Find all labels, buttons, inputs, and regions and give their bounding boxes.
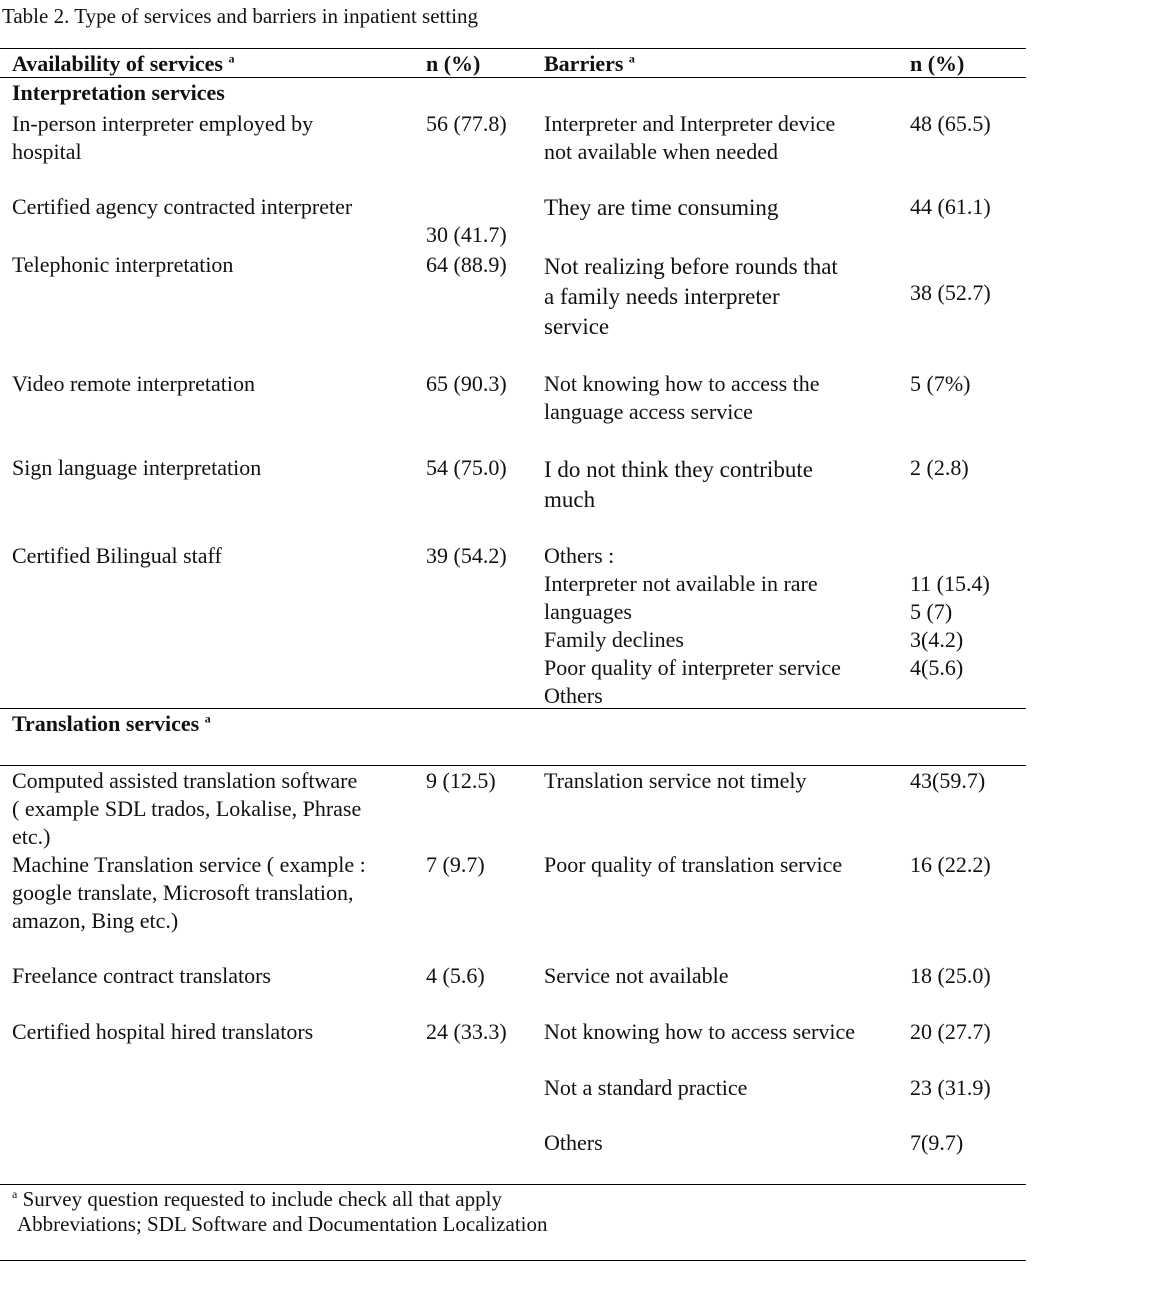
barrier-cell: Others xyxy=(544,1130,603,1155)
barrier-n-cell: 5 (7%) xyxy=(910,371,971,396)
n-cell: 4 (5.6) xyxy=(426,963,485,988)
barrier-cell: Not knowing how to access service xyxy=(544,1019,855,1044)
service-cell: Machine Translation service ( example : google translate, Microsoft translation, amazon, Bing etc.) xyxy=(12,852,366,933)
barrier-cell: Not knowing how to access the language access service xyxy=(544,371,820,424)
barrier-cell: Not a standard practice xyxy=(544,1075,748,1100)
translation-header-rule xyxy=(0,765,1026,766)
barrier-cell: I do not think they contribute much xyxy=(544,457,813,512)
service-cell: In-person interpreter employed by hospital xyxy=(12,111,314,164)
header-barriers: Barriers $^a$ xyxy=(544,51,635,76)
n-cell: 39 (54.2) xyxy=(426,543,507,568)
service-cell: Certified agency contracted interpreter xyxy=(12,194,353,219)
header-n1: n (%) xyxy=(426,51,481,76)
service-cell: Certified hospital hired translators xyxy=(12,1019,314,1044)
barrier-n-cell: 11 (15.4) 5 (7) 3(4.2) 4(5.6) xyxy=(910,571,990,680)
barrier-n-cell: 48 (65.5) xyxy=(910,111,991,136)
barrier-cell: Interpreter and Interpreter device not available when needed xyxy=(544,111,836,164)
table-caption: Table 2. Type of services and barriers in inpatient setting xyxy=(2,4,479,28)
top-rule xyxy=(0,48,1026,49)
n-cell: 64 (88.9) xyxy=(426,252,507,277)
barrier-cell: Poor quality of translation service xyxy=(544,852,843,877)
barrier-n-cell: 38 (52.7) xyxy=(910,280,991,305)
n-cell: 7 (9.7) xyxy=(426,852,485,877)
barrier-n-cell: 16 (22.2) xyxy=(910,852,991,877)
header-n2: n (%) xyxy=(910,51,965,76)
footnote-rule xyxy=(0,1260,1026,1261)
barrier-n-cell: 18 (25.0) xyxy=(910,963,991,988)
n-cell: 30 (41.7) xyxy=(426,222,507,247)
footnote-abbreviations: Abbreviations; SDL Software and Documentation Localization xyxy=(17,1212,548,1236)
service-cell: Video remote interpretation xyxy=(12,371,256,396)
section-heading-interpretation: Interpretation services xyxy=(12,80,225,105)
n-cell: 56 (77.8) xyxy=(426,111,507,136)
service-cell: Freelance contract translators xyxy=(12,963,271,988)
barrier-cell: Translation service not timely xyxy=(544,768,807,793)
n-cell: 54 (75.0) xyxy=(426,455,507,480)
barrier-cell: Others : Interpreter not available in rare languages Family declines Poor quality of interpreter service Others xyxy=(544,543,841,708)
barrier-n-cell: 23 (31.9) xyxy=(910,1075,991,1100)
service-cell: Sign language interpretation xyxy=(12,455,262,480)
barrier-cell: They are time consuming xyxy=(544,195,779,220)
barrier-n-cell: 44 (61.1) xyxy=(910,194,991,219)
barrier-cell: Not realizing before rounds that a family needs interpreter service xyxy=(544,254,838,339)
section-rule xyxy=(0,708,1026,709)
section-heading-translation: Translation services $^a$ xyxy=(12,711,211,736)
n-cell: 24 (33.3) xyxy=(426,1019,507,1044)
service-cell: Computed assisted translation software ( example SDL trados, Lokalise, Phrase etc.) xyxy=(12,768,362,849)
barrier-n-cell: 2 (2.8) xyxy=(910,455,969,480)
barrier-n-cell: 7(9.7) xyxy=(910,1130,964,1155)
n-cell: 65 (90.3) xyxy=(426,371,507,396)
barrier-cell: Service not available xyxy=(544,963,729,988)
footnote-survey: $^a$ Survey question requested to include check all that apply xyxy=(12,1187,502,1211)
barrier-n-cell: 20 (27.7) xyxy=(910,1019,991,1044)
service-cell: Certified Bilingual staff xyxy=(12,543,222,568)
n-cell: 9 (12.5) xyxy=(426,768,496,793)
service-cell: Telephonic interpretation xyxy=(12,252,234,277)
header-availability: Availability of services $^a$ xyxy=(12,51,235,76)
barrier-n-cell: 43(59.7) xyxy=(910,768,986,793)
